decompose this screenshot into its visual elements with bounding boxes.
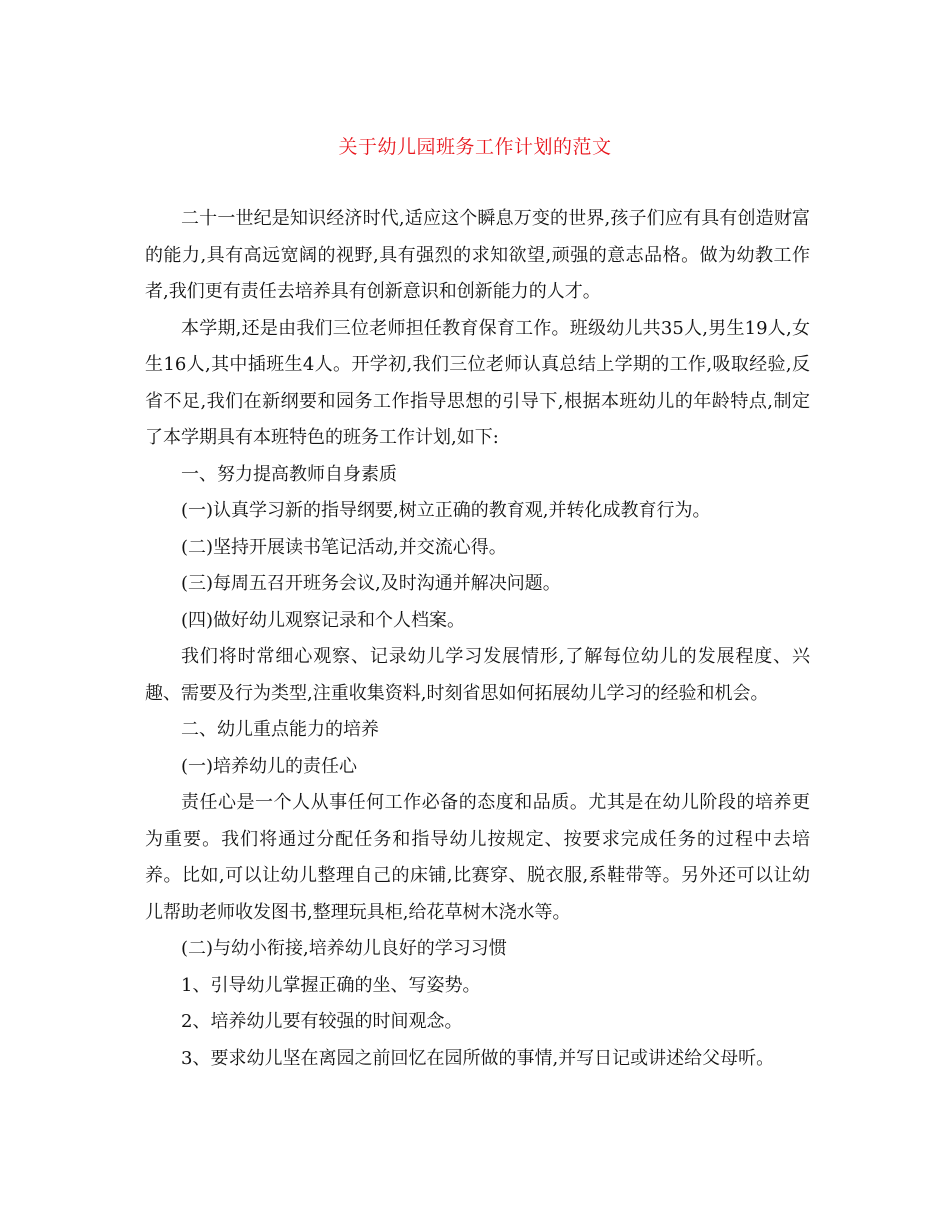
list-item: (二)坚持开展读书笔记活动,并交流心得。 [181, 536, 507, 558]
paragraph: 责任心是一个人从事任何工作必备的态度和品质。尤其是在幼儿阶段的培养更为重要。我们将通过分配任务和指导幼儿按规定、按要求完成任务的过程中去培养。比如,可以让幼儿整理自己的床铺,比赛穿、脱衣服,系鞋带等。另外还可以让幼儿帮助老师收发图书,整理玩具柜,给花草树木浇水等。 [145, 792, 810, 923]
section-heading: 二、幼儿重点能力的培养 [181, 719, 379, 740]
list-item: 2、培养幼儿要有较强的时间观念。 [181, 1011, 463, 1032]
subsection-heading: (一)培养幼儿的责任心 [181, 755, 358, 777]
subsection-heading: (二)与幼小衔接,培养幼儿良好的学习习惯 [181, 938, 507, 959]
paragraph: 二十一世纪是知识经济时代,适应这个瞬息万变的世界,孩子们应有具有创造财富的能力,具有高远宽阔的视野,具有强烈的求知欲望,顽强的意志品格。做为幼教工作者,我们更有责任去培养具有创新意识和创新能力的人才。 [145, 208, 810, 302]
list-item: (三)每周五召开班务会议,及时沟通并解决问题。 [181, 573, 561, 594]
document-body [145, 201, 810, 1077]
section-heading: 一、努力提高教师自身素质 [181, 463, 397, 485]
paragraph: 我们将时常细心观察、记录幼儿学习发展情形,了解每位幼儿的发展程度、兴趣、需要及行为类型,注重收集资料,时刻省思如何拓展幼儿学习的经验和机会。 [145, 646, 810, 704]
list-item: (一)认真学习新的指导纲要,树立正确的教育观,并转化成教育行为。 [181, 500, 711, 521]
list-item: 1、引导幼儿掌握正确的坐、写姿势。 [181, 974, 481, 996]
list-item: (四)做好幼儿观察记录和个人档案。 [181, 609, 466, 631]
list-item: 3、要求幼儿坚在离园之前回忆在园所做的事情,并写日记或讲述给父母听。 [181, 1047, 775, 1069]
paragraph: 本学期,还是由我们三位老师担任教育保育工作。班级幼儿共35人,男生19人,女生16人,其中插班生4人。开学初,我们三位老师认真总结上学期的工作,吸取经验,反省不足,我们在新纲要和园务工作指导思想的引导下,根据本班幼儿的年龄特点,制定了本学期具有本班特色的班务工作计划,如下: [145, 317, 810, 448]
document-title: 关于幼儿园班务工作计划的范文 [338, 136, 612, 158]
